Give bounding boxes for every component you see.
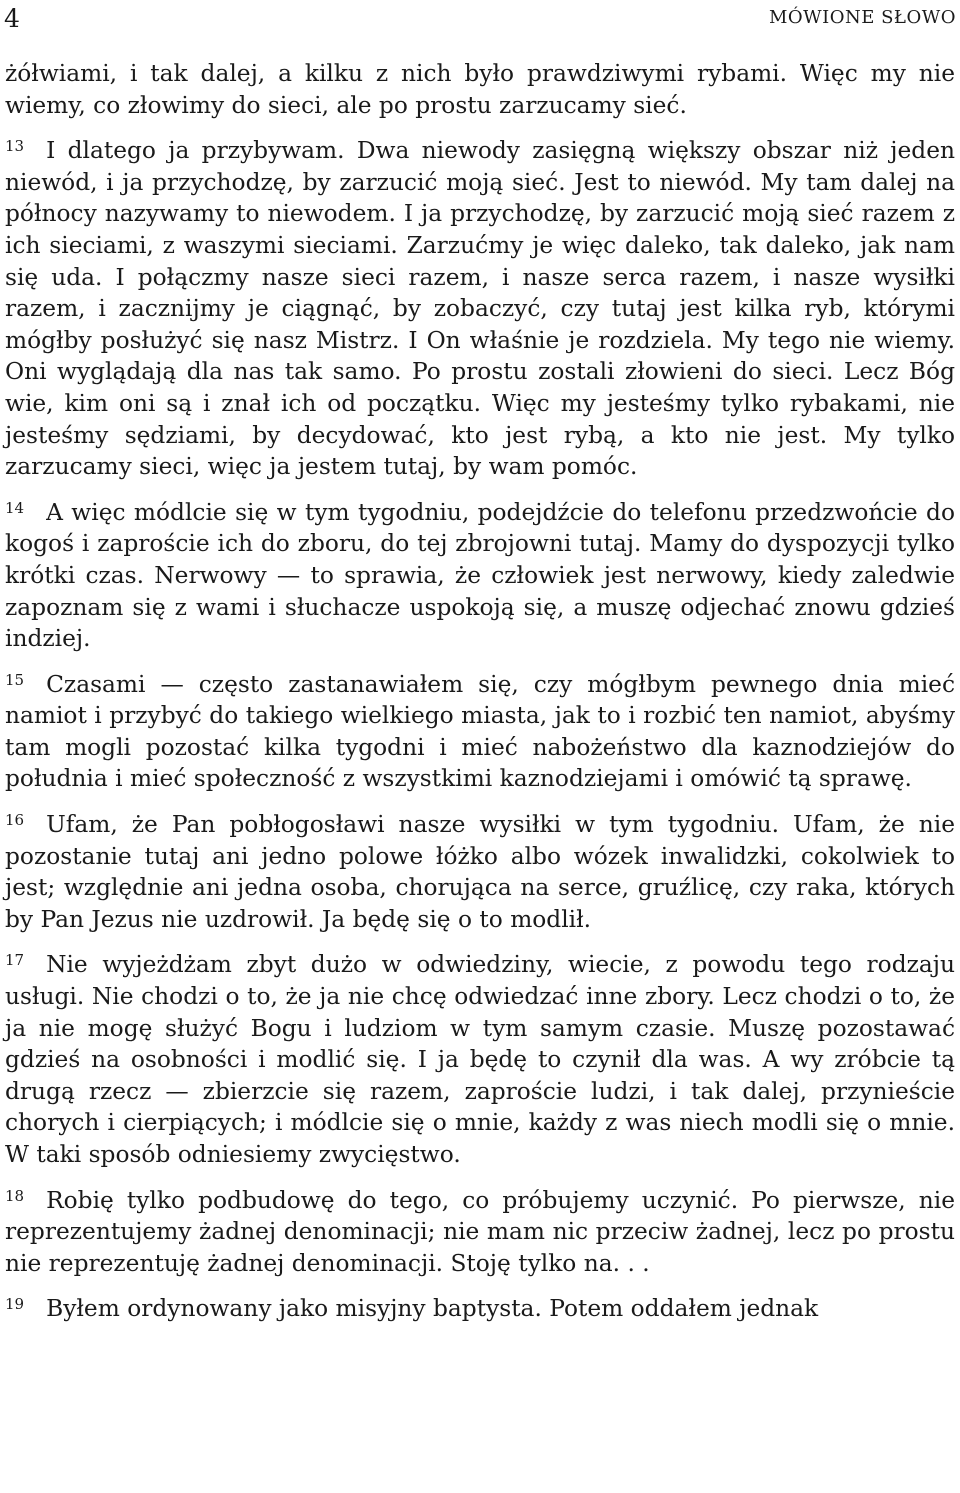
page-number: 4	[4, 4, 20, 33]
paragraph-text: I dlatego ja przybywam. Dwa niewody zasięgną większy obszar niż jeden niewód, i ja przychodzę, by zarzucić moją sieć. Jest to niewód. My tam dalej na północy nazywamy to niewodem. I ja przychodzę, by zarzucić moją sieć razem z ich sieciami, z waszymi sieciami. Zarzućmy je więc daleko, tak daleko, jak nam się uda. I połączmy nasze sieci razem, i nasze serca razem, i nasze wysiłki razem, i zacznijmy je ciągnąć, by zobaczyć, czy tutaj jest kilka ryb, którymi mógłby posłużyć się nasz Mistrz. I On właśnie je rozdziela. My tego nie wiemy. Oni wyglądają dla nas tak samo. Po prostu zostali złowieni do sieci. Lecz Bóg wie, kim oni są i znał ich od początku. Więc my jesteśmy tylko rybakami, nie jesteśmy sędziami, by decydować, kto jest rybą, a kto nie jest. My tylko zarzucamy sieci, więc ja jestem tutaj, by wam pomóc.	[5, 137, 955, 481]
paragraph-text: Robię tylko podbudowę do tego, co próbujemy uczynić. Po pierwsze, nie reprezentujemy żadnej denominacji; nie mam nic przeciw żadnej, lecz po prostu nie reprezentuję żadnej denominacji. Stoję tylko na. . .	[5, 1186, 955, 1277]
paragraph-number: 19	[5, 1295, 25, 1314]
paragraph-number: 18	[5, 1186, 25, 1205]
paragraph-number: 15	[5, 670, 25, 689]
paragraph-text: Byłem ordynowany jako misyjny baptysta. Potem oddałem jednak	[46, 1295, 819, 1323]
running-header-title: MÓWIONE SŁOWO	[768, 7, 956, 28]
paragraph-19	[5, 1293, 955, 1325]
paragraph-text: Ufam, że Pan pobłogosławi nasze wysiłki w tym tygodniu. Ufam, że nie pozostanie tutaj ani jedno polowe łóżko albo wózek inwalidzki, cokolwiek to jest; względnie ani jedna osoba, chorująca na serce, gruźlicę, czy raka, których by Pan Jezus nie uzdrowił. Ja będę się o to modlił.	[5, 811, 955, 933]
paragraph-text: Nie wyjeżdżam zbyt dużo w odwiedziny, wiecie, z powodu tego rodzaju usługi. Nie chodzi o to, że ja nie chcę odwiedzać inne zbory. Lecz chodzi o to, że ja nie mogę służyć Bogu i ludziom w tym samym czasie. Muszę pozostawać gdzieś na osobności i modlić się. I ja będę to czynił dla was. A wy zróbcie tą drugą rzecz — zbierzcie się razem, zaproście ludzi, i tak dalej, przynieście chorych i cierpiących; i módlcie się o mnie, każdy z was niech modli się o mnie. W taki sposób odniesiemy zwycięstwo.	[5, 951, 955, 1168]
paragraph-text: Czasami — często zastanawiałem się, czy mógłbym pewnego dnia mieć namiot i przybyć do takiego wielkiego miasta, jak to i rozbić ten namiot, abyśmy tam mogli pozostać kilka tygodni i mieć nabożeństwo dla kaznodziejów do południa i mieć społeczność z wszystkimi kaznodziejami i omówić tą sprawę.	[5, 670, 955, 793]
paragraph-number: 17	[5, 951, 25, 970]
paragraph-14	[5, 497, 955, 655]
paragraph-number: 13	[5, 137, 25, 156]
paragraph-16	[5, 809, 955, 935]
paragraph-17	[5, 949, 955, 1170]
paragraph-number: 14	[5, 498, 25, 517]
paragraph-15	[5, 669, 955, 795]
paragraph-continuation	[5, 58, 955, 121]
paragraph-13	[5, 135, 955, 483]
document-body	[5, 58, 955, 1339]
paragraph-text: żółwiami, i tak dalej, a kilku z nich było prawdziwymi rybami. Więc my nie wiemy, co złowimy do sieci, ale po prostu zarzucamy sieć.	[5, 60, 955, 119]
paragraph-text: A więc módlcie się w tym tygodniu, podejdźcie do telefonu przedzwońcie do kogoś i zaproście ich do zboru, do tej zbrojowni tutaj. Mamy do dyspozycji tylko krótki czas. Nerwowy — to sprawia, że człowiek jest nerwowy, kiedy zaledwie zapoznam się z wami i słuchacze uspokoją się, a muszę odjechać znowu gdzieś indziej.	[5, 498, 955, 653]
paragraph-18	[5, 1185, 955, 1280]
paragraph-number: 16	[5, 811, 25, 830]
